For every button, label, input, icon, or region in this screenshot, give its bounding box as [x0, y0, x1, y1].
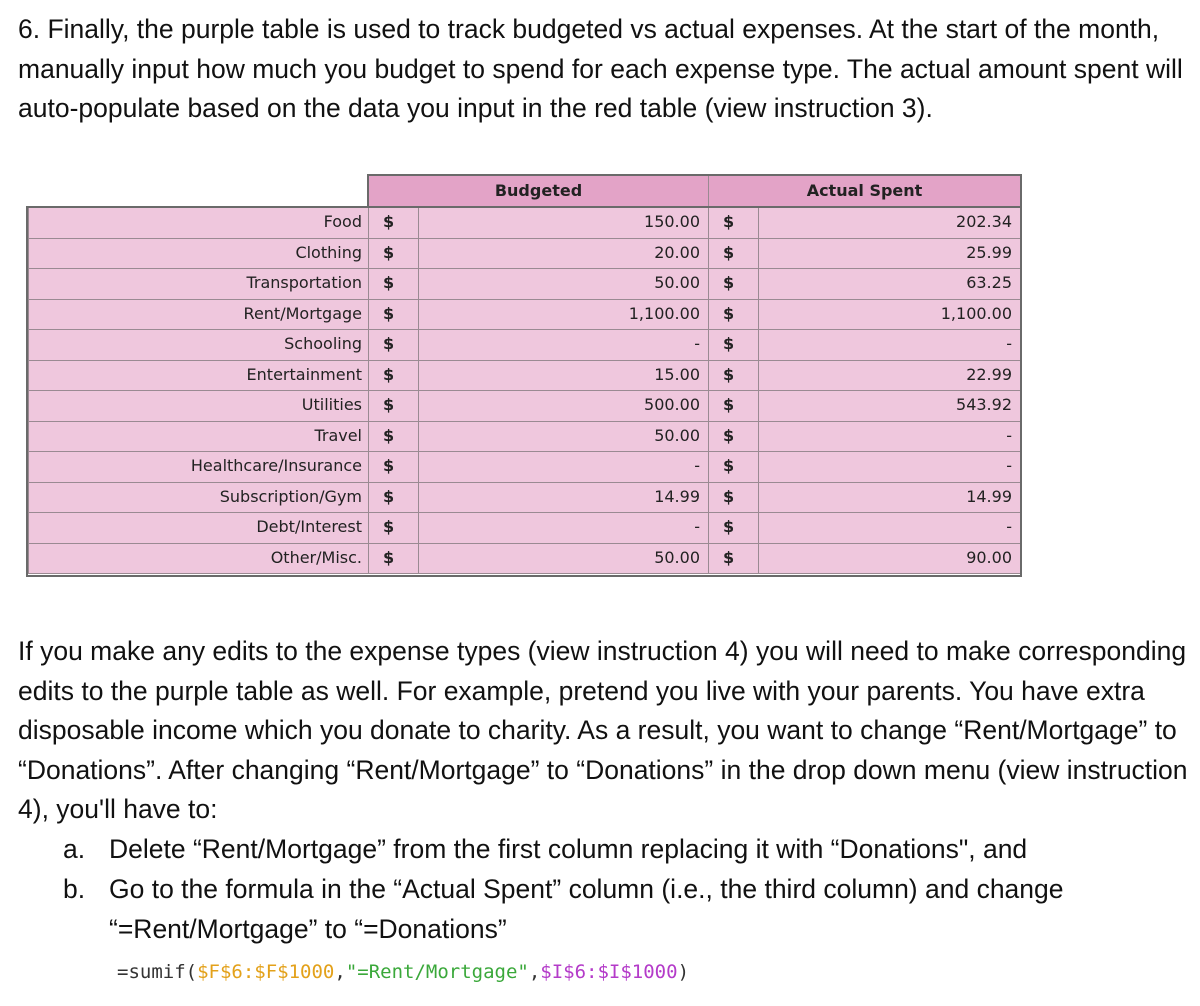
actual-value: - — [758, 451, 1021, 483]
actual-currency: $ — [708, 299, 759, 330]
actual-value: 25.99 — [758, 238, 1021, 269]
step-b-text: Go to the formula in the “Actual Spent” column (i.e., the third column) and change “=Rent/Mortgage” to “=Donations” — [109, 874, 1064, 944]
edit-instructions-paragraph: If you make any edits to the expense types (view instruction 4) you will need to make corresponding edits to the purple table as well. For example, pretend you live with your parents. You have extra disposable income which you donate to charity. As a result, you want to change “Rent/Mortgage” to “Donations”. After changing “Rent/Mortgage” to “Donations” in the drop down menu (view instruction 4), you'll have to: — [18, 636, 1188, 824]
actual-value: 202.34 — [758, 207, 1021, 239]
budgeted-currency: $ — [368, 329, 419, 361]
formula-comma-2: , — [528, 961, 541, 983]
budgeted-currency: $ — [368, 268, 419, 300]
actual-value: 14.99 — [758, 482, 1021, 513]
budgeted-value: 50.00 — [418, 543, 709, 574]
expense-label: Healthcare/Insurance — [28, 451, 369, 483]
expense-label: Other/Misc. — [28, 543, 369, 574]
expense-label: Subscription/Gym — [28, 482, 369, 513]
actual-currency: $ — [708, 421, 759, 452]
budgeted-value: 500.00 — [418, 390, 709, 422]
budgeted-value: 50.00 — [418, 268, 709, 300]
budgeted-value: 15.00 — [418, 360, 709, 391]
budgeted-value: - — [418, 329, 709, 361]
actual-currency: $ — [708, 268, 759, 300]
step-a-marker: a. — [63, 834, 86, 864]
expense-label: Clothing — [28, 238, 369, 269]
actual-value: 90.00 — [758, 543, 1021, 574]
expense-label: Travel — [28, 421, 369, 452]
budgeted-currency: $ — [368, 360, 419, 391]
actual-value: - — [758, 421, 1021, 452]
budgeted-currency: $ — [368, 421, 419, 452]
budgeted-value: - — [418, 451, 709, 483]
expense-label: Utilities — [28, 390, 369, 422]
budgeted-value: - — [418, 512, 709, 544]
header-actual-spent: Actual Spent — [708, 175, 1021, 207]
expense-label: Food — [28, 207, 369, 239]
budgeted-currency: $ — [368, 543, 419, 574]
actual-currency: $ — [708, 390, 759, 422]
header-budgeted: Budgeted — [368, 175, 709, 207]
formula-criteria: "=Rent/Mortgage" — [345, 961, 529, 983]
actual-value: 543.92 — [758, 390, 1021, 422]
actual-currency: $ — [708, 238, 759, 269]
budgeted-currency: $ — [368, 451, 419, 483]
budgeted-value: 20.00 — [418, 238, 709, 269]
budgeted-currency: $ — [368, 482, 419, 513]
actual-value: 1,100.00 — [758, 299, 1021, 330]
sumif-formula — [117, 960, 689, 984]
budgeted-value: 150.00 — [418, 207, 709, 239]
budgeted-value: 1,100.00 — [418, 299, 709, 330]
expense-label: Rent/Mortgage — [28, 299, 369, 330]
expense-label: Transportation — [28, 268, 369, 300]
budgeted-value: 14.99 — [418, 482, 709, 513]
actual-value: 22.99 — [758, 360, 1021, 391]
step-a-text: Delete “Rent/Mortgage” from the first column replacing it with “Donations", and — [109, 834, 1028, 864]
formula-function: =sumif( — [117, 961, 198, 983]
step-b-marker: b. — [63, 874, 86, 904]
budgeted-currency: $ — [368, 390, 419, 422]
actual-currency: $ — [708, 329, 759, 361]
formula-range-criteria: $F$6:$F$1000 — [197, 961, 335, 983]
formula-close: ) — [677, 961, 690, 983]
budgeted-currency: $ — [368, 207, 419, 239]
expense-label: Schooling — [28, 329, 369, 361]
actual-value: - — [758, 512, 1021, 544]
actual-value: 63.25 — [758, 268, 1021, 300]
actual-currency: $ — [708, 451, 759, 483]
budgeted-currency: $ — [368, 238, 419, 269]
budgeted-value: 50.00 — [418, 421, 709, 452]
expense-label: Entertainment — [28, 360, 369, 391]
formula-comma-1: , — [334, 961, 346, 983]
actual-currency: $ — [708, 512, 759, 544]
formula-sum-range: $I$6:$I$1000 — [540, 961, 678, 983]
actual-currency: $ — [708, 360, 759, 391]
budgeted-currency: $ — [368, 299, 419, 330]
actual-currency: $ — [708, 482, 759, 513]
intro-paragraph: 6. Finally, the purple table is used to track budgeted vs actual expenses. At the start of the month, manually input how much you budget to spend for each expense type. The actual amount spent will auto-populate based on the data you input in the red table (view instruction 3). — [18, 14, 1183, 123]
actual-value: - — [758, 329, 1021, 361]
actual-currency: $ — [708, 543, 759, 574]
expense-label: Debt/Interest — [28, 512, 369, 544]
actual-currency: $ — [708, 207, 759, 239]
budgeted-currency: $ — [368, 512, 419, 544]
